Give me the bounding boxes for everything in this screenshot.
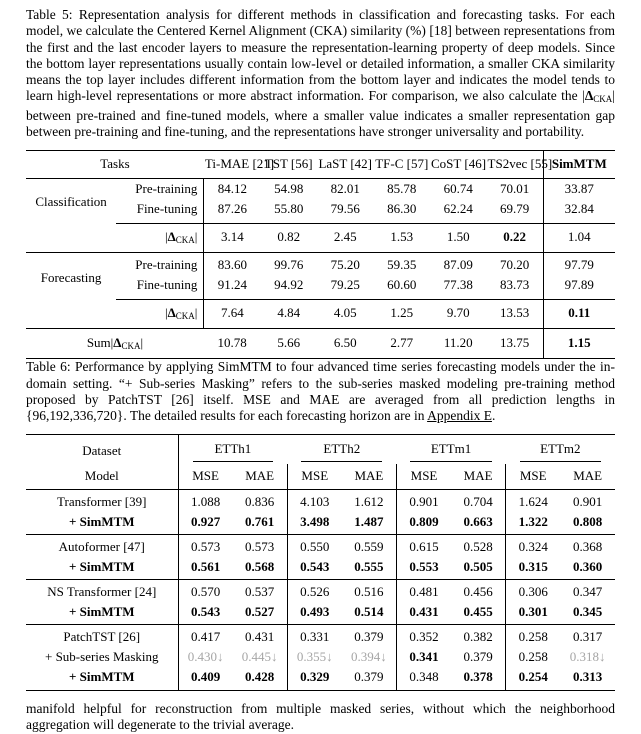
value-cell: 3.14 (204, 224, 261, 253)
value-cell: 55.80 (274, 201, 304, 217)
table5-representation-analysis (26, 150, 615, 359)
value-cell: 32.84 (543, 199, 615, 224)
model-label: + SimMTM (26, 557, 178, 580)
spacer-cell (26, 300, 116, 329)
value-cell: 13.53 (487, 300, 544, 329)
delta-cka-label (116, 224, 204, 253)
value-cell: 0.570 (178, 579, 233, 602)
value-cell: 0.368 (560, 534, 615, 557)
dataset-name: ETTm2 (520, 441, 601, 462)
tasks-header: Tasks (26, 151, 204, 179)
value-cell: 1.612 (354, 493, 384, 509)
value-cell: 0.568 (245, 558, 275, 574)
value-cell: 97.79 (543, 253, 615, 276)
delta-bar: | (194, 305, 198, 321)
value-cell: 0.543 (190, 603, 221, 619)
delta-bar: | (165, 229, 168, 245)
value-cell: 0.315 (506, 557, 561, 580)
value-cell: 0.347 (560, 579, 615, 602)
value-cell: 0.516 (342, 579, 397, 602)
value-cell: 4.84 (260, 300, 317, 329)
value-cell: 1.50 (430, 224, 487, 253)
value-cell: 9.70 (430, 300, 487, 329)
value-cell: 0.258 (506, 647, 561, 667)
table5-header-row (26, 151, 615, 179)
value-cell: 75.20 (317, 253, 374, 276)
simmtm-header: SimMTM (543, 151, 615, 179)
value-cell: 0.11 (543, 300, 615, 329)
value-cell: 0.481 (396, 579, 451, 602)
dataset-group-header (178, 434, 287, 464)
value-cell: 54.98 (274, 181, 304, 197)
value-cell: 59.35 (373, 253, 430, 276)
caption-text: . (491, 408, 496, 424)
sum-delta-row (26, 329, 615, 359)
metric-header: MAE (451, 464, 506, 490)
method-header: TS2vec [55] (487, 151, 544, 179)
value-cell: 2.45 (317, 224, 374, 253)
value-cell: 1.487 (354, 513, 384, 529)
row-label: Pre-training (116, 179, 204, 200)
model-row (26, 489, 615, 512)
value-cell: 0.528 (451, 534, 506, 557)
table6-dataset-header-row (26, 434, 615, 464)
model-row (26, 624, 615, 647)
value-cell: 0.306 (506, 579, 561, 602)
value-cell: 1.322 (506, 512, 561, 535)
metric-header: MSE (178, 464, 233, 490)
delta-subscript: CKA (175, 235, 195, 246)
model-label: Transformer [39] (26, 489, 178, 512)
value-cell: 60.74 (443, 181, 473, 197)
metric-header: MSE (287, 464, 342, 490)
value-cell: 0.573 (233, 534, 288, 557)
method-header: TST [56] (260, 151, 317, 179)
appendix-link[interactable]: Appendix E (427, 408, 492, 424)
caption-text: Table 5: Representation analysis for different methods in classification and forecasting tasks. For each model, we calculate the Centered Kernel Alignment (CKA) similarity (%) [18] between representations from the first and the last encoder layers to measure the representation-learning property of deep models. Since the bottom layer representations usually contain low-level or detailed information, a smaller CKA similarity means the top layer includes different information from the bottom layer and indicates the model tends to learn high-level representations or more abstract information. For comparison, we also calculate the (26, 7, 615, 104)
value-cell: 0.550 (287, 534, 342, 557)
value-cell: 94.92 (274, 277, 304, 293)
model-row (26, 647, 615, 667)
dataset-group-header (287, 434, 396, 464)
method-header: CoST [46] (430, 151, 487, 179)
value-cell: 84.12 (217, 181, 248, 197)
value-cell: 70.01 (499, 181, 530, 197)
sum-delta-label (26, 329, 204, 359)
value-cell: 0.561 (190, 558, 221, 574)
value-cell: 79.56 (330, 201, 360, 217)
model-row (26, 667, 615, 691)
value-cell: 0.514 (354, 603, 384, 619)
dataset-group-header (506, 434, 615, 464)
value-cell: 70.20 (487, 253, 544, 276)
delta-bar: | (194, 229, 198, 245)
value-cell: 0.22 (487, 224, 544, 253)
classification-pretraining-row (26, 179, 615, 200)
value-cell: 0.543 (287, 557, 342, 580)
value-cell: 0.527 (245, 603, 275, 619)
metric-header: MSE (396, 464, 451, 490)
value-cell: 1.04 (543, 224, 615, 253)
value-cell: 0.352 (396, 624, 451, 647)
value-cell: 0.526 (287, 579, 342, 602)
value-cell: 7.64 (204, 300, 261, 329)
sum-label: Sum (86, 335, 111, 351)
delta-subscript: CKA (175, 311, 195, 322)
value-cell: 0.254 (506, 667, 561, 691)
delta-bar: | (110, 335, 114, 351)
value-cell: 13.75 (487, 329, 544, 359)
model-label: NS Transformer [24] (26, 579, 178, 602)
value-cell: 5.66 (260, 329, 317, 359)
value-cell: 0.82 (260, 224, 317, 253)
value-cell: 0.836 (245, 493, 275, 509)
body-paragraph: manifold helpful for reconstruction from multiple masked series, without which the neighborhood aggregation will degenerate to the trivial average. (26, 700, 615, 733)
dataset-group-header (396, 434, 505, 464)
value-cell: 0.445↓ (241, 648, 278, 664)
model-label: PatchTST [26] (26, 624, 178, 647)
value-cell: 3.498 (287, 512, 342, 535)
value-cell: 0.318↓ (569, 648, 606, 664)
value-cell: 0.317 (560, 624, 615, 647)
value-cell: 33.87 (543, 179, 615, 200)
method-header: TF-C [57] (373, 151, 430, 179)
delta-bar: | (582, 88, 585, 104)
value-cell: 0.704 (463, 493, 493, 509)
value-cell: 0.573 (178, 534, 233, 557)
model-header: Model (26, 464, 178, 490)
value-cell: 0.329 (287, 667, 342, 691)
model-row (26, 579, 615, 602)
value-cell: 0.505 (463, 558, 493, 574)
table5-caption (26, 7, 615, 140)
value-cell: 0.428 (233, 667, 288, 691)
value-cell: 4.103 (287, 489, 342, 512)
dataset-name: ETTm1 (410, 441, 491, 462)
metric-header: MSE (506, 464, 561, 490)
value-cell: 0.901 (396, 489, 451, 512)
value-cell: 86.30 (387, 201, 417, 217)
value-cell: 82.01 (330, 181, 360, 197)
value-cell: 0.456 (451, 579, 506, 602)
value-cell: 0.927 (190, 513, 221, 529)
delta-bar: | (612, 88, 615, 104)
model-row (26, 512, 615, 535)
value-cell: 0.493 (287, 602, 342, 625)
delta-symbol: Δ (167, 305, 176, 321)
value-cell: 0.324 (506, 534, 561, 557)
value-cell: 11.20 (430, 329, 487, 359)
dataset-header: Dataset (26, 434, 178, 464)
value-cell: 0.394↓ (351, 648, 387, 664)
value-cell: 0.379 (342, 624, 397, 647)
forecasting-delta-row (26, 300, 615, 329)
value-cell: 0.417 (178, 624, 233, 647)
value-cell: 79.25 (330, 277, 360, 293)
table6-caption (26, 359, 615, 424)
value-cell: 97.89 (543, 275, 615, 300)
model-label: + SimMTM (26, 512, 178, 535)
value-cell: 0.378 (451, 667, 506, 691)
delta-symbol: Δ (584, 88, 594, 104)
value-cell: 83.73 (499, 277, 530, 293)
row-label: Fine-tuning (116, 275, 204, 300)
model-label: + SimMTM (26, 602, 178, 625)
value-cell: 6.50 (317, 329, 374, 359)
method-header: Ti-MAE [21] (204, 151, 261, 179)
value-cell: 1.25 (373, 300, 430, 329)
value-cell: 0.345 (573, 603, 603, 619)
value-cell: 0.555 (354, 558, 384, 574)
model-row (26, 534, 615, 557)
delta-subscript: CKA (121, 341, 141, 352)
metric-header: MAE (560, 464, 615, 490)
value-cell: 0.663 (463, 513, 493, 529)
delta-cka-label (116, 300, 204, 329)
value-cell: 4.05 (317, 300, 374, 329)
value-cell: 0.313 (560, 667, 615, 691)
model-row (26, 557, 615, 580)
value-cell: 69.79 (499, 201, 530, 217)
value-cell: 0.455 (463, 603, 493, 619)
value-cell: 0.258 (506, 624, 561, 647)
value-cell: 0.355↓ (287, 647, 342, 667)
value-cell: 0.382 (451, 624, 506, 647)
value-cell: 0.808 (573, 513, 603, 529)
metric-header: MAE (342, 464, 397, 490)
value-cell: 0.379 (342, 667, 397, 691)
delta-subscript: CKA (593, 94, 613, 105)
caption-text: between pre-trained and fine-tuned models, where a smaller value indicates a smaller representation gap between pre-training and fine-tuning, and the representations have stronger universality and portability. (26, 107, 615, 140)
value-cell: 1.088 (190, 493, 221, 509)
value-cell: 0.379 (463, 648, 493, 664)
value-cell: 0.553 (396, 557, 451, 580)
row-label: Pre-training (116, 253, 204, 276)
value-cell: 0.559 (342, 534, 397, 557)
method-header: LaST [42] (317, 151, 374, 179)
value-cell: 87.26 (217, 201, 248, 217)
value-cell: 62.24 (443, 201, 473, 217)
value-cell: 1.53 (373, 224, 430, 253)
dataset-name: ETTh2 (301, 441, 382, 462)
table6-simmtm-performance (26, 434, 615, 691)
value-cell: 60.60 (387, 277, 417, 293)
value-cell: 0.901 (573, 493, 603, 509)
value-cell: 77.38 (443, 277, 473, 293)
dataset-name: ETTh1 (193, 441, 274, 462)
spacer-cell (26, 224, 116, 253)
classification-delta-row (26, 224, 615, 253)
value-cell: 0.761 (245, 513, 275, 529)
row-label: Fine-tuning (116, 199, 204, 224)
forecasting-pretraining-row (26, 253, 615, 276)
value-cell: 0.360 (573, 558, 603, 574)
value-cell: 0.431 (396, 602, 451, 625)
value-cell: 0.301 (506, 602, 561, 625)
model-row (26, 602, 615, 625)
value-cell: 91.24 (217, 277, 248, 293)
value-cell: 1.15 (543, 329, 615, 359)
value-cell: 1.624 (506, 489, 561, 512)
model-label: + Sub-series Masking (26, 647, 178, 667)
value-cell: 99.76 (260, 253, 317, 276)
value-cell: 0.615 (396, 534, 451, 557)
table6-metric-header-row (26, 464, 615, 490)
delta-bar: | (140, 335, 144, 351)
value-cell: 87.09 (430, 253, 487, 276)
task-group-label: Forecasting (26, 253, 116, 300)
model-label: + SimMTM (26, 667, 178, 691)
value-cell: 0.430↓ (187, 648, 224, 664)
metric-header: MAE (233, 464, 288, 490)
value-cell: 2.77 (373, 329, 430, 359)
value-cell: 0.331 (287, 624, 342, 647)
caption-text: Table 6: Performance by applying SimMTM to four advanced time series forecasting models under the in-domain setting. “+ Sub-series Masking” refers to the sub-series masked modeling pre-training method proposed by PatchTST [26] itself. MSE and MAE are averaged from all prediction lengths in {96,192,336,720}. The detailed results for each forecasting horizon are in (26, 359, 615, 424)
delta-bar: | (165, 305, 168, 321)
value-cell: 0.409 (178, 667, 233, 691)
value-cell: 10.78 (204, 329, 261, 359)
value-cell: 83.60 (204, 253, 261, 276)
task-group-label: Classification (35, 193, 107, 209)
value-cell: 0.348 (396, 667, 451, 691)
model-label: Autoformer [47] (26, 534, 178, 557)
delta-symbol: Δ (167, 229, 176, 245)
value-cell: 0.431 (233, 624, 288, 647)
value-cell: 0.537 (233, 579, 288, 602)
value-cell: 85.78 (387, 181, 417, 197)
delta-symbol: Δ (113, 335, 122, 351)
value-cell: 0.341 (396, 647, 451, 667)
value-cell: 0.809 (396, 512, 451, 535)
